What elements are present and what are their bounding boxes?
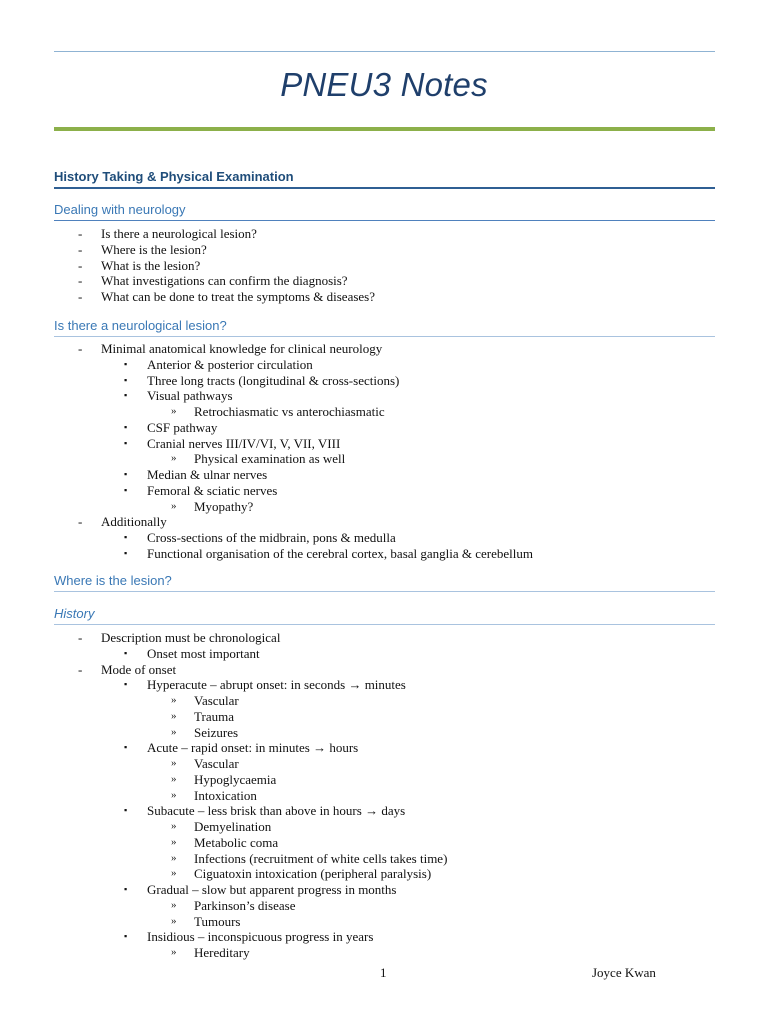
list-item-text: Cross-sections of the midbrain, pons & medulla (147, 530, 396, 545)
list-item (0, 357, 768, 373)
list-item-text: Subacute – less brisk than above in hours → days (147, 803, 406, 819)
list-item (0, 788, 768, 804)
list-item (0, 630, 768, 646)
bullet-marker: » (171, 499, 177, 512)
heading-is-there-lesion: Is there a neurological lesion? (54, 318, 715, 337)
list-item-text: CSF pathway (147, 419, 218, 435)
bullet-marker: » (171, 867, 177, 880)
list-item (0, 740, 768, 756)
heading-where-is-lesion: Where is the lesion? (54, 573, 715, 592)
list-item (0, 693, 768, 709)
list-item: - What investigations can confirm the diagnosis? (78, 273, 348, 289)
list-item (0, 662, 768, 678)
list-item (0, 882, 768, 898)
bullet-marker: ▪ (124, 532, 128, 542)
list-is-there-lesion (0, 341, 768, 562)
list-item-text: Hypoglycaemia (194, 771, 277, 787)
list-item (0, 709, 768, 725)
bullet-marker: ▪ (124, 805, 128, 816)
bullet-marker: » (171, 788, 177, 801)
bullet-marker: ▪ (124, 358, 128, 369)
list-item-text: Acute – rapid onset: in minutes → hours (147, 740, 359, 756)
list-item-text: Description must be chronological (101, 630, 281, 645)
list-item (0, 388, 768, 404)
list-item-text: Median & ulnar nerves (147, 467, 268, 482)
bullet-marker: - (78, 630, 83, 645)
bullet-marker: ▪ (124, 931, 128, 942)
list-item-text: Hereditary (194, 945, 250, 960)
list-item (0, 866, 768, 882)
list-item-text: Physical examination as well (194, 451, 346, 467)
bullet-marker: ▪ (124, 742, 128, 753)
bullet-marker: » (171, 709, 177, 722)
list-item (0, 646, 768, 662)
bullet-marker: ▪ (124, 884, 128, 894)
list-item (0, 530, 768, 546)
list-item (0, 677, 768, 693)
list-item-text: Ciguatoxin intoxication (peripheral paralysis) (194, 866, 432, 882)
title-underline (54, 127, 715, 131)
bullet-marker: - (78, 661, 83, 677)
list-item (0, 420, 768, 436)
list-item (0, 725, 768, 741)
list-item (0, 772, 768, 788)
bullet-marker: ▪ (124, 421, 128, 432)
list-item (0, 436, 768, 452)
bullet-marker: ▪ (124, 390, 128, 401)
list-item (0, 467, 768, 483)
bullet-marker: ▪ (124, 547, 128, 558)
list-item-text: Vascular (194, 693, 239, 708)
list-item-text: Myopathy? (194, 498, 254, 514)
list-item (0, 819, 768, 835)
list-item (0, 914, 768, 930)
bullet-marker: - (78, 514, 83, 530)
list-history (0, 630, 768, 961)
bullet-marker: - (78, 341, 83, 356)
document-title: PNEU3 Notes (280, 66, 488, 103)
bullet-marker: ▪ (124, 679, 128, 690)
list-item-text: Mode of onset (101, 661, 177, 677)
list-item-text: Cranial nerves III/IV/VI, V, VII, VIII (147, 435, 341, 451)
bullet-marker: » (171, 851, 177, 864)
list-item (0, 929, 768, 945)
list-item-text: Three long tracts (longitudinal & cross-sections) (147, 372, 400, 388)
list-item (0, 404, 768, 420)
list-item: - What is the lesion? (78, 257, 201, 273)
list-item (0, 851, 768, 867)
bullet-marker: » (171, 898, 177, 911)
list-item (0, 546, 768, 562)
bullet-marker: » (171, 694, 177, 706)
list-item-text: Onset most important (147, 645, 260, 661)
bullet-marker: ▪ (124, 647, 128, 658)
list-item-text: Minimal anatomical knowledge for clinical neurology (101, 341, 383, 356)
list-item (0, 451, 768, 467)
bullet-marker: ▪ (124, 374, 128, 385)
list-item-text: Hyperacute – abrupt onset: in seconds → minutes (147, 677, 406, 693)
page-number: 1 (380, 965, 387, 980)
list-item-text: Infections (recruitment of white cells takes time) (194, 850, 448, 866)
list-item-text: Functional organisation of the cerebral cortex, basal ganglia & cerebellum (147, 545, 534, 561)
heading-history: History (54, 606, 715, 625)
bullet-marker: » (171, 835, 177, 848)
list-item (0, 898, 768, 914)
list-item (0, 341, 768, 357)
heading-history-taking: History Taking & Physical Examination (54, 169, 715, 189)
list-item: - What can be done to treat the symptoms & diseases? (78, 289, 376, 304)
bullet-marker: » (171, 772, 177, 785)
list-dealing (0, 226, 768, 305)
bullet-marker: » (171, 820, 177, 832)
bullet-marker: » (171, 725, 177, 738)
list-item-text: Gradual – slow but apparent progress in months (147, 882, 397, 897)
list-item (0, 756, 768, 772)
list-item: - Where is the lesion? (78, 241, 207, 257)
list-item (0, 373, 768, 389)
list-item-text: Tumours (194, 913, 241, 929)
list-item (0, 945, 768, 961)
list-item-text: Demyelination (194, 819, 272, 834)
list-item: - Is there a neurological lesion? (78, 226, 257, 241)
list-item-text: Parkinson’s disease (194, 897, 296, 913)
list-item-text: Metabolic coma (194, 834, 279, 850)
list-item-text: Intoxication (194, 787, 257, 803)
list-item-text: Seizures (194, 724, 239, 740)
list-item (0, 514, 768, 530)
bullet-marker: ▪ (124, 484, 128, 495)
bullet-marker: » (171, 914, 177, 927)
list-item (0, 483, 768, 499)
list-item-text: Additionally (101, 514, 167, 530)
list-item-text: Retrochiasmatic vs anterochiasmatic (194, 404, 385, 419)
bullet-marker: » (171, 452, 177, 465)
footer-author: Joyce Kwan (592, 965, 656, 980)
bullet-marker: » (171, 757, 177, 769)
list-item-text: Insidious – inconspicuous progress in years (147, 929, 374, 945)
list-item-text: Anterior & posterior circulation (147, 356, 313, 372)
list-item (0, 835, 768, 851)
list-item (0, 803, 768, 819)
list-item-text: Femoral & sciatic nerves (147, 482, 278, 498)
heading-dealing-with-neurology: Dealing with neurology (54, 202, 715, 221)
list-item-text: Trauma (194, 708, 234, 724)
bullet-marker: » (171, 405, 177, 417)
bullet-marker: » (171, 946, 177, 958)
list-item (0, 499, 768, 515)
top-rule (54, 51, 715, 52)
list-item-text: Visual pathways (147, 388, 233, 404)
list-item-text: Vascular (194, 756, 239, 771)
bullet-marker: ▪ (124, 469, 128, 479)
bullet-marker: ▪ (124, 437, 128, 448)
